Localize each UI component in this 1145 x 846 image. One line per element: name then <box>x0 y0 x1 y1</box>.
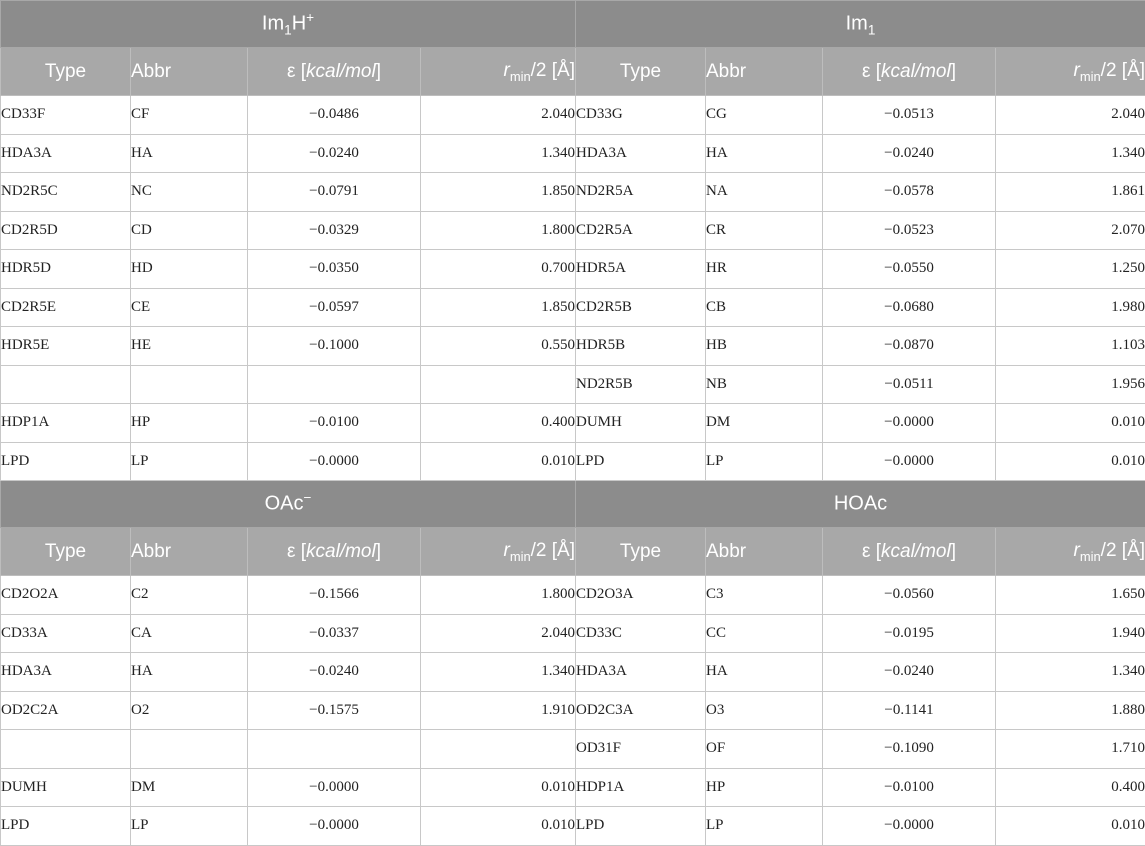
cell-abbr: CB <box>706 288 823 327</box>
group-title-superscript: − <box>303 490 311 505</box>
cell-abbr: C2 <box>131 576 248 615</box>
cell-abbr: CF <box>131 96 248 135</box>
table-row <box>1 134 1145 173</box>
cell-type: ND2R5C <box>1 173 131 212</box>
epsilon-bracket-open: [ <box>295 541 306 562</box>
rmin-rest: /2 [Å] <box>1101 540 1145 561</box>
column-header-rmin <box>996 528 1145 576</box>
epsilon-unit: kcal/mol <box>881 541 951 562</box>
cell-rmin: 1.710 <box>996 730 1145 769</box>
cell-type: HDA3A <box>576 134 706 173</box>
rmin-symbol: r <box>1074 540 1080 561</box>
cell-abbr: NA <box>706 173 823 212</box>
cell-abbr <box>131 730 248 769</box>
cell-rmin: 1.910 <box>421 691 576 730</box>
cell-type <box>1 365 131 404</box>
cell-type: HDR5E <box>1 327 131 366</box>
group-title-base: Im <box>846 13 868 35</box>
cell-epsilon: −0.0100 <box>823 768 996 807</box>
cell-epsilon: −0.0578 <box>823 173 996 212</box>
cell-epsilon: −0.1000 <box>248 327 421 366</box>
epsilon-unit: kcal/mol <box>881 61 951 82</box>
cell-type: CD2O3A <box>576 576 706 615</box>
cell-type: CD2R5E <box>1 288 131 327</box>
cell-abbr: HA <box>131 134 248 173</box>
cell-epsilon: −0.0240 <box>823 134 996 173</box>
cell-rmin <box>421 730 576 769</box>
cell-type: OD31F <box>576 730 706 769</box>
cell-abbr: DM <box>131 768 248 807</box>
cell-epsilon: −0.0560 <box>823 576 996 615</box>
cell-epsilon: −0.1141 <box>823 691 996 730</box>
cell-abbr: DM <box>706 404 823 443</box>
cell-epsilon: −0.0000 <box>823 442 996 481</box>
cell-rmin: 0.400 <box>996 768 1145 807</box>
group-title-mid: H <box>292 13 306 35</box>
cell-abbr: LP <box>706 807 823 846</box>
table-row <box>1 211 1145 250</box>
cell-type: CD33F <box>1 96 131 135</box>
cell-rmin: 0.010 <box>996 807 1145 846</box>
cell-epsilon: −0.0195 <box>823 614 996 653</box>
table-row <box>1 365 1145 404</box>
epsilon-unit: kcal/mol <box>306 541 376 562</box>
cell-type: CD33C <box>576 614 706 653</box>
epsilon-bracket-close: ] <box>951 61 956 82</box>
epsilon-bracket-open: [ <box>295 61 306 82</box>
group-title-base: HOAc <box>834 493 887 515</box>
cell-type: CD2R5D <box>1 211 131 250</box>
cell-rmin: 1.800 <box>421 576 576 615</box>
cell-epsilon: −0.0000 <box>248 768 421 807</box>
column-header-type: Type <box>1 48 131 96</box>
cell-epsilon: −0.0240 <box>823 653 996 692</box>
cell-epsilon: −0.0513 <box>823 96 996 135</box>
cell-abbr: HA <box>706 653 823 692</box>
rmin-subscript: min <box>510 68 531 83</box>
cell-rmin: 1.800 <box>421 211 576 250</box>
table-row <box>1 653 1145 692</box>
cell-rmin: 1.340 <box>421 653 576 692</box>
cell-epsilon <box>248 365 421 404</box>
cell-epsilon: −0.0240 <box>248 134 421 173</box>
cell-abbr: LP <box>131 442 248 481</box>
table-row <box>1 327 1145 366</box>
cell-type: LPD <box>576 807 706 846</box>
group-title-subscript: 1 <box>284 23 292 38</box>
cell-rmin: 0.010 <box>996 404 1145 443</box>
cell-rmin: 1.861 <box>996 173 1145 212</box>
cell-rmin: 0.010 <box>421 768 576 807</box>
rmin-symbol: r <box>1074 60 1080 81</box>
rmin-subscript: min <box>510 548 531 563</box>
cell-abbr: CE <box>131 288 248 327</box>
cell-epsilon: −0.0350 <box>248 250 421 289</box>
cell-rmin: 2.040 <box>421 96 576 135</box>
table-row <box>1 288 1145 327</box>
cell-type: CD33A <box>1 614 131 653</box>
table-row <box>1 576 1145 615</box>
cell-epsilon: −0.0337 <box>248 614 421 653</box>
cell-epsilon: −0.0550 <box>823 250 996 289</box>
cell-rmin: 0.010 <box>421 442 576 481</box>
column-header-rmin <box>421 528 576 576</box>
cell-epsilon: −0.0486 <box>248 96 421 135</box>
cell-abbr: HR <box>706 250 823 289</box>
rmin-symbol: r <box>504 60 510 81</box>
cell-epsilon: −0.0000 <box>248 807 421 846</box>
group-title-superscript: + <box>306 10 314 25</box>
column-header-row <box>1 48 1145 96</box>
cell-epsilon: −0.0523 <box>823 211 996 250</box>
cell-abbr: HP <box>131 404 248 443</box>
epsilon-bracket-open: [ <box>870 541 881 562</box>
cell-rmin <box>421 365 576 404</box>
column-header-epsilon <box>248 48 421 96</box>
cell-epsilon: −0.0100 <box>248 404 421 443</box>
cell-rmin: 0.010 <box>421 807 576 846</box>
cell-rmin: 1.340 <box>421 134 576 173</box>
epsilon-symbol: ε <box>862 61 870 82</box>
cell-abbr: NB <box>706 365 823 404</box>
cell-abbr: CG <box>706 96 823 135</box>
table-row <box>1 404 1145 443</box>
cell-epsilon: −0.0597 <box>248 288 421 327</box>
group-title-subscript: 1 <box>868 23 876 38</box>
column-header-abbr: Abbr <box>706 528 823 576</box>
cell-epsilon <box>248 730 421 769</box>
cell-type: DUMH <box>1 768 131 807</box>
table-body <box>1 1 1145 846</box>
cell-rmin: 2.070 <box>996 211 1145 250</box>
table-row <box>1 691 1145 730</box>
group-header-row <box>1 1 1145 48</box>
cell-rmin: 1.850 <box>421 173 576 212</box>
cell-rmin: 2.040 <box>996 96 1145 135</box>
cell-abbr: HE <box>131 327 248 366</box>
cell-rmin: 1.940 <box>996 614 1145 653</box>
column-header-type: Type <box>1 528 131 576</box>
column-header-rmin <box>421 48 576 96</box>
column-header-rmin <box>996 48 1145 96</box>
cell-rmin: 0.400 <box>421 404 576 443</box>
cell-type: DUMH <box>576 404 706 443</box>
cell-rmin: 1.103 <box>996 327 1145 366</box>
cell-epsilon: −0.0680 <box>823 288 996 327</box>
cell-abbr: CD <box>131 211 248 250</box>
column-header-type: Type <box>576 528 706 576</box>
cell-epsilon: −0.1090 <box>823 730 996 769</box>
epsilon-symbol: ε <box>862 541 870 562</box>
table-row <box>1 807 1145 846</box>
cell-abbr: LP <box>131 807 248 846</box>
epsilon-bracket-open: [ <box>870 61 881 82</box>
table-row <box>1 614 1145 653</box>
cell-abbr: HA <box>706 134 823 173</box>
cell-type: HDP1A <box>576 768 706 807</box>
cell-type: ND2R5A <box>576 173 706 212</box>
table-row <box>1 442 1145 481</box>
table-row <box>1 173 1145 212</box>
cell-epsilon: −0.1566 <box>248 576 421 615</box>
column-header-type: Type <box>576 48 706 96</box>
cell-type: HDA3A <box>1 134 131 173</box>
cell-type: HDA3A <box>576 653 706 692</box>
cell-type: CD2R5A <box>576 211 706 250</box>
column-header-epsilon <box>823 48 996 96</box>
cell-epsilon: −0.0000 <box>823 807 996 846</box>
column-header-abbr: Abbr <box>131 528 248 576</box>
cell-epsilon: −0.0870 <box>823 327 996 366</box>
cell-epsilon: −0.1575 <box>248 691 421 730</box>
cell-abbr: HB <box>706 327 823 366</box>
group-title-base: OAc <box>265 493 304 515</box>
cell-rmin: 2.040 <box>421 614 576 653</box>
group-title-right <box>576 1 1145 48</box>
cell-epsilon: −0.0329 <box>248 211 421 250</box>
cell-abbr: CR <box>706 211 823 250</box>
epsilon-unit: kcal/mol <box>306 61 376 82</box>
cell-rmin: 1.980 <box>996 288 1145 327</box>
table-row <box>1 768 1145 807</box>
rmin-rest: /2 [Å] <box>531 540 575 561</box>
cell-rmin: 1.650 <box>996 576 1145 615</box>
cell-type: HDA3A <box>1 653 131 692</box>
cell-rmin: 0.700 <box>421 250 576 289</box>
cell-epsilon: −0.0511 <box>823 365 996 404</box>
table-row <box>1 96 1145 135</box>
cell-rmin: 1.850 <box>421 288 576 327</box>
column-header-row <box>1 528 1145 576</box>
cell-abbr <box>131 365 248 404</box>
cell-abbr: HP <box>706 768 823 807</box>
rmin-subscript: min <box>1080 68 1101 83</box>
table-row <box>1 250 1145 289</box>
cell-rmin: 1.880 <box>996 691 1145 730</box>
cell-type: HDR5B <box>576 327 706 366</box>
cell-type <box>1 730 131 769</box>
cell-type: CD33G <box>576 96 706 135</box>
cell-rmin: 1.340 <box>996 653 1145 692</box>
group-title-left <box>1 481 576 528</box>
cell-abbr: O3 <box>706 691 823 730</box>
cell-abbr: C3 <box>706 576 823 615</box>
rmin-symbol: r <box>504 540 510 561</box>
table-row <box>1 730 1145 769</box>
rmin-subscript: min <box>1080 548 1101 563</box>
cell-rmin: 0.550 <box>421 327 576 366</box>
cell-epsilon: −0.0000 <box>823 404 996 443</box>
cell-rmin: 0.010 <box>996 442 1145 481</box>
epsilon-symbol: ε <box>287 541 295 562</box>
cell-type: CD2R5B <box>576 288 706 327</box>
cell-abbr: CC <box>706 614 823 653</box>
group-header-row <box>1 481 1145 528</box>
epsilon-bracket-close: ] <box>951 541 956 562</box>
rmin-rest: /2 [Å] <box>531 60 575 81</box>
cell-epsilon: −0.0000 <box>248 442 421 481</box>
cell-abbr: NC <box>131 173 248 212</box>
epsilon-symbol: ε <box>287 61 295 82</box>
cell-type: LPD <box>576 442 706 481</box>
column-header-epsilon <box>248 528 421 576</box>
cell-abbr: CA <box>131 614 248 653</box>
cell-abbr: OF <box>706 730 823 769</box>
cell-epsilon: −0.0240 <box>248 653 421 692</box>
cell-type: LPD <box>1 807 131 846</box>
cell-type: HDR5A <box>576 250 706 289</box>
cell-type: CD2O2A <box>1 576 131 615</box>
cell-abbr: O2 <box>131 691 248 730</box>
rmin-rest: /2 [Å] <box>1101 60 1145 81</box>
cell-rmin: 1.956 <box>996 365 1145 404</box>
cell-rmin: 1.340 <box>996 134 1145 173</box>
column-header-epsilon <box>823 528 996 576</box>
cell-type: OD2C3A <box>576 691 706 730</box>
cell-type: HDP1A <box>1 404 131 443</box>
cell-epsilon: −0.0791 <box>248 173 421 212</box>
cell-abbr: HD <box>131 250 248 289</box>
cell-rmin: 1.250 <box>996 250 1145 289</box>
group-title-right <box>576 481 1145 528</box>
cell-type: ND2R5B <box>576 365 706 404</box>
cell-type: OD2C2A <box>1 691 131 730</box>
column-header-abbr: Abbr <box>706 48 823 96</box>
group-title-base: Im <box>262 13 284 35</box>
column-header-abbr: Abbr <box>131 48 248 96</box>
epsilon-bracket-close: ] <box>376 541 381 562</box>
cell-type: LPD <box>1 442 131 481</box>
cell-type: HDR5D <box>1 250 131 289</box>
cell-abbr: LP <box>706 442 823 481</box>
group-title-left <box>1 1 576 48</box>
epsilon-bracket-close: ] <box>376 61 381 82</box>
cell-abbr: HA <box>131 653 248 692</box>
